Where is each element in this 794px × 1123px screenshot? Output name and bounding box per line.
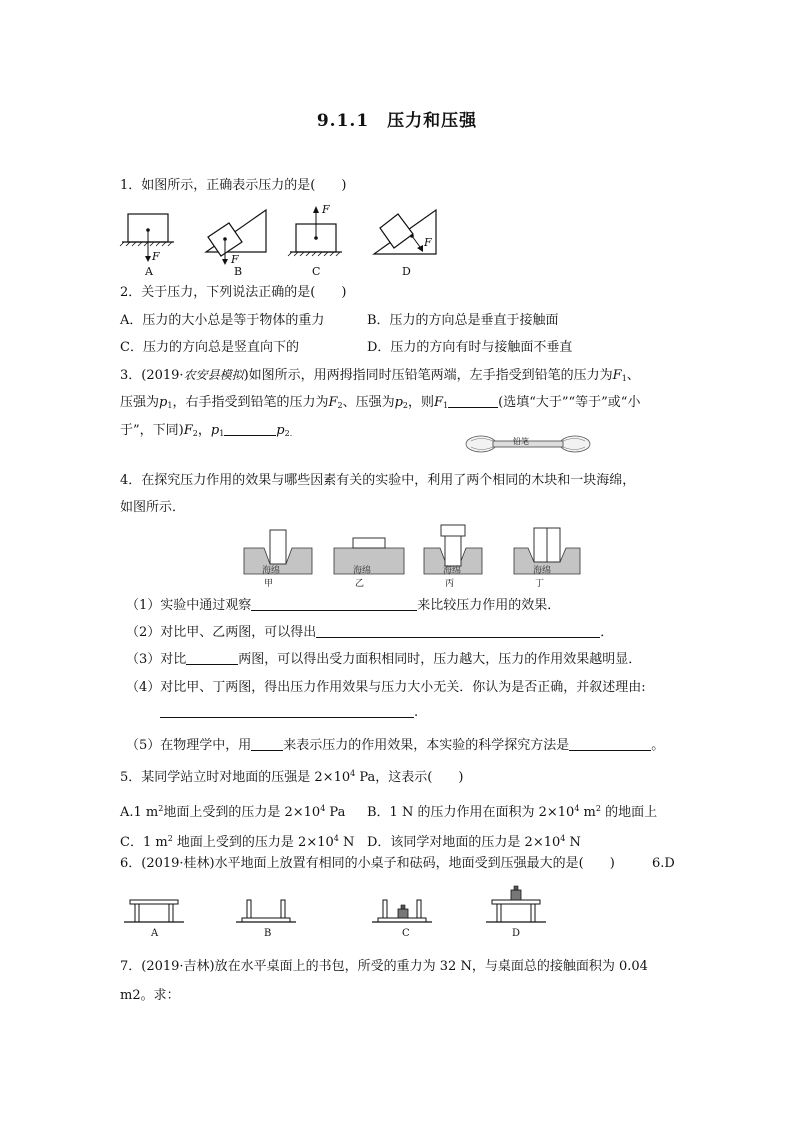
q4-blank-1[interactable] (251, 598, 417, 611)
q6-label-c: C (402, 928, 410, 939)
q5-option-c: C．1 $m^2$ 地面上受到的压力是 $2\times 10^4$ N (120, 834, 355, 850)
q1-fig-c (288, 206, 342, 256)
q7-line-2: m2。求： (120, 988, 180, 1003)
q4-sponge-label-ding: 海绵 (533, 566, 552, 576)
q2-option-c: C．压力的方向总是竖直向下的 (120, 340, 299, 355)
q4-blank-5[interactable] (251, 738, 283, 751)
q4-label-jia: 甲 (264, 579, 274, 589)
q6-fig-c (372, 900, 432, 922)
q5-stem: 5．某同学站立时对地面的压强是 $2\times 10^4$ Pa，这表示( ) (120, 769, 464, 785)
q1-fig-a (120, 214, 174, 262)
q2-option-a: A．压力的大小总是等于物体的重力 (120, 313, 325, 328)
q4-blank-3[interactable] (186, 652, 238, 665)
q5-option-a: A.1 $m^2$地面上受到的压力是 $2\times 10^4$ Pa (120, 804, 346, 820)
q4-label-ding: 丁 (535, 579, 545, 589)
q1-label-c: C (312, 265, 321, 278)
q6-label-d: D (512, 928, 521, 939)
q4-sub-2: （2）对比甲、乙两图，可以得出 ． (126, 625, 614, 640)
q4-sub-1: （1）实验中通过观察 来比较压力作用的效果． (126, 598, 561, 613)
q7-line-1: 7．(2019·吉林)放在水平桌面上的书包，所受的重力为 32 N，与桌面总的接触面积为 0.04 (120, 959, 648, 974)
q6-fig-b (236, 900, 296, 922)
q1-figure (118, 196, 448, 286)
q1-label-b: B (234, 265, 243, 278)
q6-label-b: B (264, 928, 272, 939)
q1-force-a: F (152, 250, 160, 263)
q1-force-d: F (424, 236, 432, 249)
q2-stem: 2．关于压力，下列说法正确的是( ) (120, 285, 347, 300)
q4-blank-4[interactable] (160, 705, 414, 718)
q5-option-b: B．1 N 的压力作用在面积为 $2\times 10^4$ $m^2$ 的地面上 (367, 804, 658, 820)
q4-stem-line-1: 4．在探究压力作用的效果与哪些因素有关的实验中，利用了两个相同的木块和一块海绵， (120, 473, 636, 488)
q4-sub-5: （5）在物理学中，用 来表示压力的作用效果，本实验的科学探究方法是 。 (126, 738, 665, 753)
q4-label-bing: 丙 (445, 579, 455, 589)
q4-label-yi: 乙 (355, 579, 365, 589)
q3-line-1: 3．(2019·农安县模拟)如图所示，用两拇指同时压铅笔两端，左手指受到铅笔的压力为$F_1$、 (120, 368, 640, 383)
q3-pencil-label: 铅笔 (513, 437, 529, 446)
q1-force-b: F (231, 253, 239, 266)
q6-fig-a (124, 900, 184, 922)
q6-figure (124, 880, 554, 926)
q3-line-2: 压强为$p_1$，右手指受到铅笔的压力为$F_2$、压强为$p_2$，则$F_1$ (选填“大于”“等于”或“小 (120, 395, 641, 410)
q4-blank-6[interactable] (569, 738, 651, 751)
q1-label-a: A (145, 265, 153, 278)
q6-answer-note: 6.D (652, 856, 675, 871)
q6-stem: 6．(2019·桂林)水平地面上放置有相同的小桌子和砝码，地面受到压强最大的是( ) (120, 856, 615, 871)
q2-option-d: D．压力的方向有时与接触面不垂直 (367, 340, 573, 355)
q1-stem: 1．如图所示，正确表示压力的是( ) (120, 178, 347, 193)
q4-sponge-label-bing: 海绵 (443, 566, 462, 576)
q4-sub-4-answer: . (160, 705, 418, 721)
q6-fig-d (486, 886, 546, 922)
q1-force-c: F (322, 203, 330, 216)
q4-stem-line-2: 如图所示． (120, 500, 186, 515)
q4-sub-4: （4）对比甲、丁两图，得出压力作用效果与压力大小无关．你认为是否正确，并叙述理由: (126, 680, 646, 695)
q4-blank-2[interactable] (316, 625, 600, 638)
q5-option-d: D．该同学对地面的压力是 $2\times 10^4$ N (367, 834, 581, 850)
q4-sponge-label-yi: 海绵 (353, 566, 372, 576)
q3-blank-1[interactable] (448, 395, 498, 408)
q4-sponge-label-jia: 海绵 (262, 566, 281, 576)
q4-sub-3: （3）对比 两图，可以得出受力面积相同时，压力越大，压力的作用效果越明显． (126, 652, 642, 667)
q1-label-d: D (402, 265, 411, 278)
q2-option-b: B．压力的方向总是垂直于接触面 (367, 313, 559, 328)
page-title: 9.1.1 压力和压强 (316, 111, 478, 131)
q3-line-3: 于”，下同)$F_2$，$p_1$ $p_{2.}$ (120, 423, 293, 438)
q3-blank-2[interactable] (224, 423, 276, 436)
q6-label-a: A (151, 928, 159, 939)
